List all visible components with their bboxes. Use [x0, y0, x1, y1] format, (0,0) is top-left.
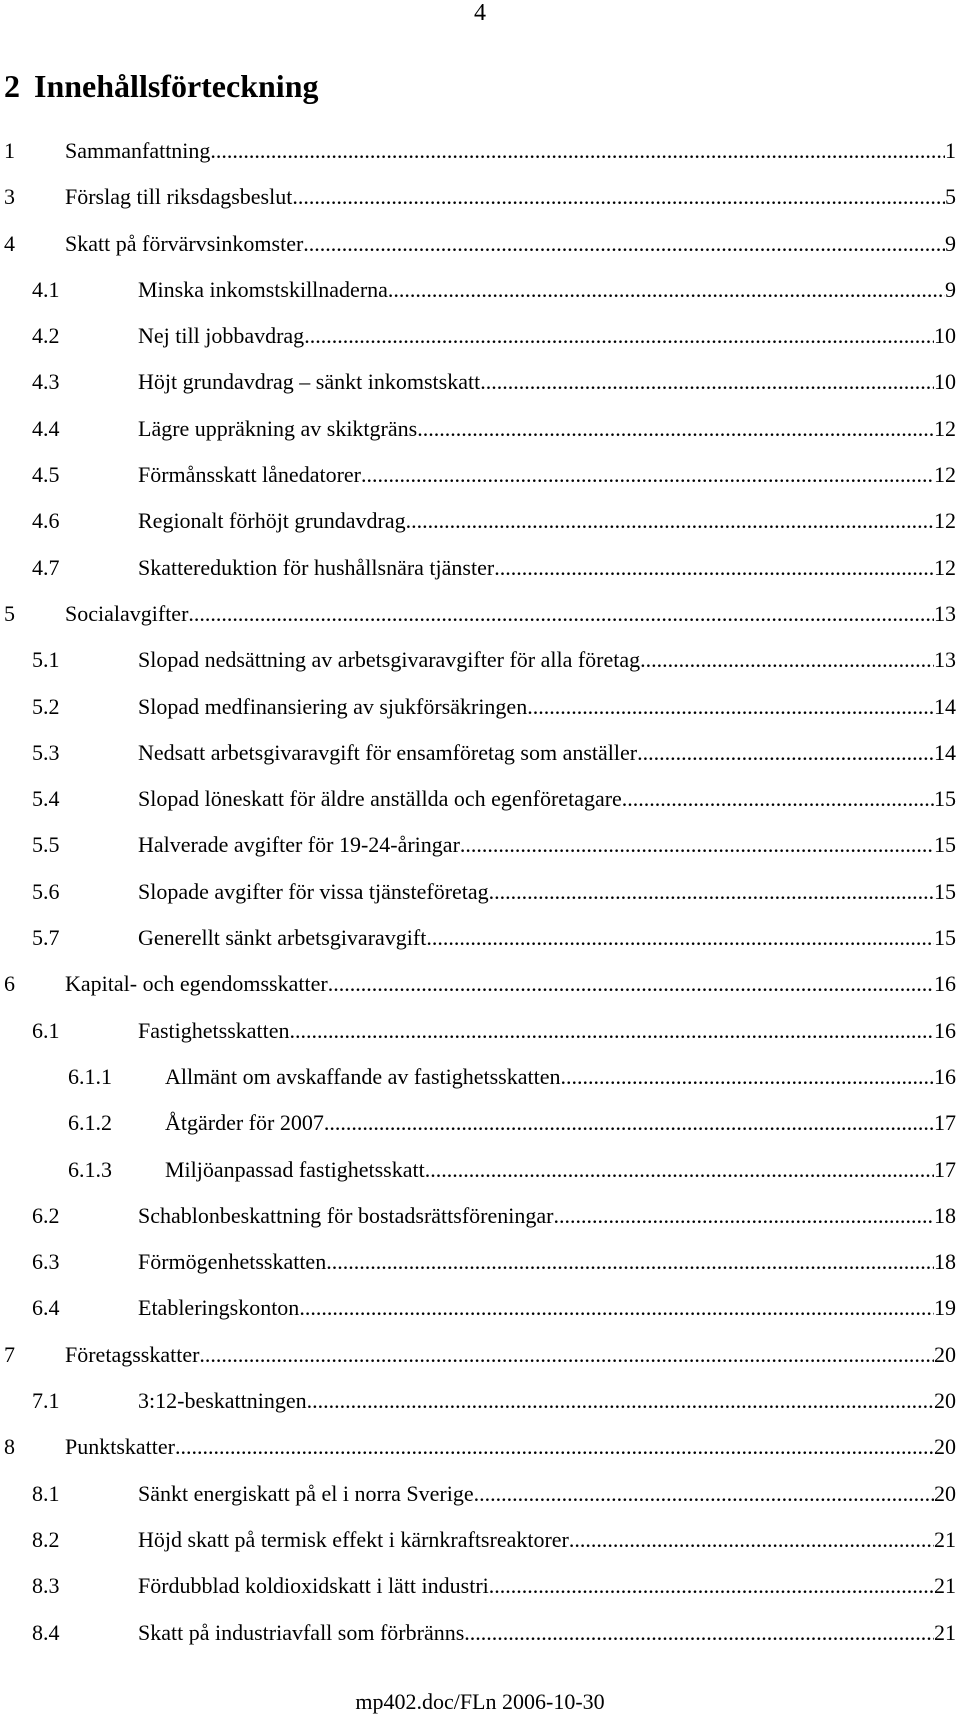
toc-entry-number: 8.4	[32, 1619, 60, 1645]
toc-entry-number: 6.1	[32, 1017, 60, 1043]
page-number: 4	[474, 0, 486, 26]
toc-entry-number: 8.2	[32, 1526, 60, 1552]
toc-dot-leader	[326, 1249, 934, 1275]
toc-entry[interactable]	[4, 323, 956, 369]
toc-entry-title: Kapital- och egendomsskatter	[65, 971, 328, 997]
toc-entry-number: 5.6	[32, 878, 60, 904]
toc-entry-page: 17	[934, 1156, 956, 1182]
toc-entry[interactable]	[4, 1018, 956, 1064]
toc-dot-leader	[464, 1620, 934, 1646]
toc-entry-page: 5	[945, 184, 956, 210]
toc-entry-page: 15	[934, 925, 956, 951]
toc-entry[interactable]	[4, 1342, 956, 1388]
toc-entry-number: 7	[4, 1341, 15, 1367]
toc-entry-page: 21	[934, 1573, 956, 1599]
toc-dot-leader	[328, 971, 934, 997]
toc-entry-number: 4.2	[32, 323, 60, 349]
toc-entry-number: 5.4	[32, 786, 60, 812]
toc-entry-title: Sammanfattning	[65, 138, 211, 163]
toc-entry-number: 1	[4, 138, 15, 163]
toc-entry-title: Etableringskonton	[138, 1295, 300, 1321]
toc-entry-page: 15	[934, 878, 956, 904]
toc-entry-page: 20	[934, 1388, 956, 1414]
toc-dot-leader	[188, 601, 934, 627]
toc-entry-number: 4.6	[32, 508, 60, 534]
toc-entry[interactable]	[4, 1064, 956, 1110]
toc-dot-leader	[292, 184, 945, 210]
toc-dot-leader	[406, 508, 934, 534]
toc-entry-page: 18	[934, 1249, 956, 1275]
toc-entry-title: Slopad löneskatt för äldre anställda och egenföretagare	[138, 786, 622, 812]
toc-entry[interactable]	[4, 1110, 956, 1156]
toc-entry-number: 8.3	[32, 1573, 60, 1599]
toc-entry-title: Halverade avgifter för 19-24-åringar	[138, 832, 460, 858]
toc-entry-title: Åtgärder för 2007	[165, 1110, 324, 1136]
toc-dot-leader	[553, 1203, 934, 1229]
toc-entry-number: 6.4	[32, 1295, 60, 1321]
toc-entry[interactable]	[4, 508, 956, 554]
toc-entry-title: Generellt sänkt arbetsgivaravgift	[138, 925, 427, 951]
page-title	[4, 66, 318, 106]
toc-entry-title: Socialavgifter	[65, 600, 189, 626]
toc-entry[interactable]	[4, 925, 956, 971]
toc-entry-number: 4.5	[32, 462, 60, 488]
toc-entry-page: 16	[934, 1063, 956, 1089]
toc-entry[interactable]	[4, 138, 956, 184]
toc-entry-title: Slopad nedsättning av arbetsgivaravgifter för alla företag	[138, 647, 641, 673]
toc-entry[interactable]	[4, 1434, 956, 1480]
toc-entry-page: 13	[934, 600, 956, 626]
toc-entry-page: 12	[934, 508, 956, 534]
toc-entry-title: Fördubblad koldioxidskatt i lätt industri	[138, 1573, 489, 1599]
toc-entry-title: Slopade avgifter för vissa tjänsteföretag	[138, 878, 489, 904]
toc-entry-title: Punktskatter	[65, 1434, 175, 1460]
toc-dot-leader	[622, 786, 934, 812]
toc-entry-title: Höjt grundavdrag – sänkt inkomstskatt	[138, 369, 481, 395]
toc-entry[interactable]	[4, 416, 956, 462]
toc-entry[interactable]	[4, 1481, 956, 1527]
heading-number: 2	[4, 68, 20, 104]
table-of-contents	[4, 138, 956, 1666]
toc-entry[interactable]	[4, 1249, 956, 1295]
toc-entry-page: 18	[934, 1202, 956, 1228]
toc-entry-title: Skatt på förvärvsinkomster	[65, 230, 304, 256]
toc-entry-title: Slopad medfinansiering av sjukförsäkringen	[138, 693, 528, 719]
toc-entry-page: 16	[934, 971, 956, 997]
toc-entry[interactable]	[4, 879, 956, 925]
toc-entry[interactable]	[4, 1295, 956, 1341]
toc-dot-leader	[480, 369, 934, 395]
toc-dot-leader	[560, 1064, 934, 1090]
toc-entry-title: 3:12-beskattningen	[138, 1388, 307, 1414]
toc-entry-page: 12	[934, 462, 956, 488]
toc-entry[interactable]	[4, 369, 956, 415]
toc-dot-leader	[474, 1481, 934, 1507]
toc-entry-number: 5.7	[32, 925, 60, 951]
toc-entry-title: Fastighetsskatten	[138, 1017, 290, 1043]
toc-entry-title: Förmånsskatt lånedatorer	[138, 462, 361, 488]
toc-dot-leader	[303, 231, 945, 257]
toc-entry-number: 5.3	[32, 739, 60, 765]
toc-entry[interactable]	[4, 277, 956, 323]
toc-entry-page: 21	[934, 1526, 956, 1552]
toc-dot-leader	[299, 1295, 934, 1321]
toc-entry[interactable]	[4, 1203, 956, 1249]
toc-entry-title: Miljöanpassad fastighetsskatt	[165, 1156, 425, 1182]
toc-entry-number: 6.1.1	[68, 1063, 112, 1089]
toc-dot-leader	[304, 323, 934, 349]
toc-entry-number: 7.1	[32, 1388, 60, 1414]
toc-entry[interactable]	[4, 184, 956, 230]
toc-entry[interactable]	[4, 971, 956, 1017]
toc-entry[interactable]	[4, 601, 956, 647]
toc-dot-leader	[489, 1573, 934, 1599]
toc-entry-number: 6.1.2	[68, 1110, 112, 1136]
toc-entry-title: Förslag till riksdagsbeslut	[65, 184, 293, 210]
toc-entry-number: 3	[4, 184, 15, 210]
footer-doc-reference: mp402.doc/FLn 2006-10-30	[355, 1689, 605, 1714]
toc-entry-title: Förmögenhetsskatten	[138, 1249, 327, 1275]
toc-dot-leader	[489, 879, 934, 905]
toc-entry[interactable]	[4, 231, 956, 277]
toc-entry-title: Lägre uppräkning av skiktgräns	[138, 415, 418, 441]
toc-dot-leader	[527, 694, 934, 720]
toc-entry-title: Sänkt energiskatt på el i norra Sverige	[138, 1480, 474, 1506]
toc-entry-title: Regionalt förhöjt grundavdrag	[138, 508, 406, 534]
toc-dot-leader	[388, 277, 945, 303]
toc-entry-page: 12	[934, 415, 956, 441]
toc-entry-number: 4.4	[32, 415, 60, 441]
toc-entry-number: 4.1	[32, 276, 60, 302]
toc-entry-page: 20	[934, 1341, 956, 1367]
toc-dot-leader	[569, 1527, 934, 1553]
toc-entry-page: 9	[945, 230, 956, 256]
toc-entry-title: Höjd skatt på termisk effekt i kärnkraftsreaktorer	[138, 1526, 569, 1552]
toc-entry-number: 6.1.3	[68, 1156, 112, 1182]
toc-entry-page: 14	[934, 739, 956, 765]
toc-dot-leader	[640, 647, 934, 673]
toc-dot-leader	[361, 462, 934, 488]
toc-dot-leader	[290, 1018, 934, 1044]
toc-entry-number: 4.3	[32, 369, 60, 395]
toc-entry-page: 10	[934, 323, 956, 349]
toc-dot-leader	[425, 1157, 934, 1183]
toc-entry-page: 20	[934, 1480, 956, 1506]
toc-entry-page: 14	[934, 693, 956, 719]
toc-entry-title: Schablonbeskattning för bostadsrättsföreningar	[138, 1202, 554, 1228]
heading-title: Innehållsförteckning	[34, 68, 319, 104]
toc-entry[interactable]	[4, 1157, 956, 1203]
toc-entry-number: 5.5	[32, 832, 60, 858]
toc-entry[interactable]	[4, 1388, 956, 1434]
toc-entry-number: 6	[4, 971, 15, 997]
toc-entry[interactable]	[4, 832, 956, 878]
toc-entry-page: 20	[934, 1434, 956, 1460]
toc-entry-number: 5.2	[32, 693, 60, 719]
toc-dot-leader	[324, 1110, 934, 1136]
toc-entry-number: 4	[4, 230, 15, 256]
toc-entry-page: 17	[934, 1110, 956, 1136]
toc-dot-leader	[210, 138, 945, 164]
toc-dot-leader	[460, 832, 934, 858]
toc-entry-number: 6.2	[32, 1202, 60, 1228]
toc-entry-number: 4.7	[32, 554, 60, 580]
toc-entry-page: 9	[945, 276, 956, 302]
toc-dot-leader	[199, 1342, 934, 1368]
toc-entry[interactable]	[4, 740, 956, 786]
toc-entry[interactable]	[4, 694, 956, 740]
toc-entry-page: 16	[934, 1017, 956, 1043]
toc-entry[interactable]	[4, 647, 956, 693]
toc-entry[interactable]	[4, 1527, 956, 1573]
toc-entry-page: 13	[934, 647, 956, 673]
toc-entry-number: 8.1	[32, 1480, 60, 1506]
toc-entry-page: 21	[934, 1619, 956, 1645]
toc-entry-title: Minska inkomstskillnaderna	[138, 276, 388, 302]
toc-entry-page: 15	[934, 832, 956, 858]
toc-dot-leader	[307, 1388, 934, 1414]
toc-entry-page: 19	[934, 1295, 956, 1321]
toc-entry-number: 5	[4, 600, 15, 626]
toc-entry-title: Företagsskatter	[65, 1341, 200, 1367]
toc-entry-number: 6.3	[32, 1249, 60, 1275]
toc-entry-number: 5.1	[32, 647, 60, 673]
toc-entry[interactable]	[4, 786, 956, 832]
toc-entry-number: 8	[4, 1434, 15, 1460]
toc-entry-page: 15	[934, 786, 956, 812]
toc-entry-page: 1	[945, 138, 956, 163]
toc-entry-title: Skatt på industriavfall som förbränns	[138, 1619, 465, 1645]
toc-dot-leader	[637, 740, 934, 766]
toc-entry[interactable]	[4, 1573, 956, 1619]
toc-dot-leader	[417, 416, 934, 442]
toc-entry-title: Nej till jobbavdrag	[138, 323, 305, 349]
toc-dot-leader	[426, 925, 934, 951]
toc-entry-title: Skattereduktion för hushållsnära tjänster	[138, 554, 495, 580]
toc-entry-title: Allmänt om avskaffande av fastighetsskatten	[165, 1063, 561, 1089]
toc-dot-leader	[175, 1434, 934, 1460]
toc-entry[interactable]	[4, 462, 956, 508]
toc-entry[interactable]	[4, 555, 956, 601]
toc-entry-page: 12	[934, 554, 956, 580]
toc-dot-leader	[494, 555, 934, 581]
toc-entry-title: Nedsatt arbetsgivaravgift för ensamföretag som anställer	[138, 739, 638, 765]
toc-entry[interactable]	[4, 1620, 956, 1666]
toc-entry-page: 10	[934, 369, 956, 395]
